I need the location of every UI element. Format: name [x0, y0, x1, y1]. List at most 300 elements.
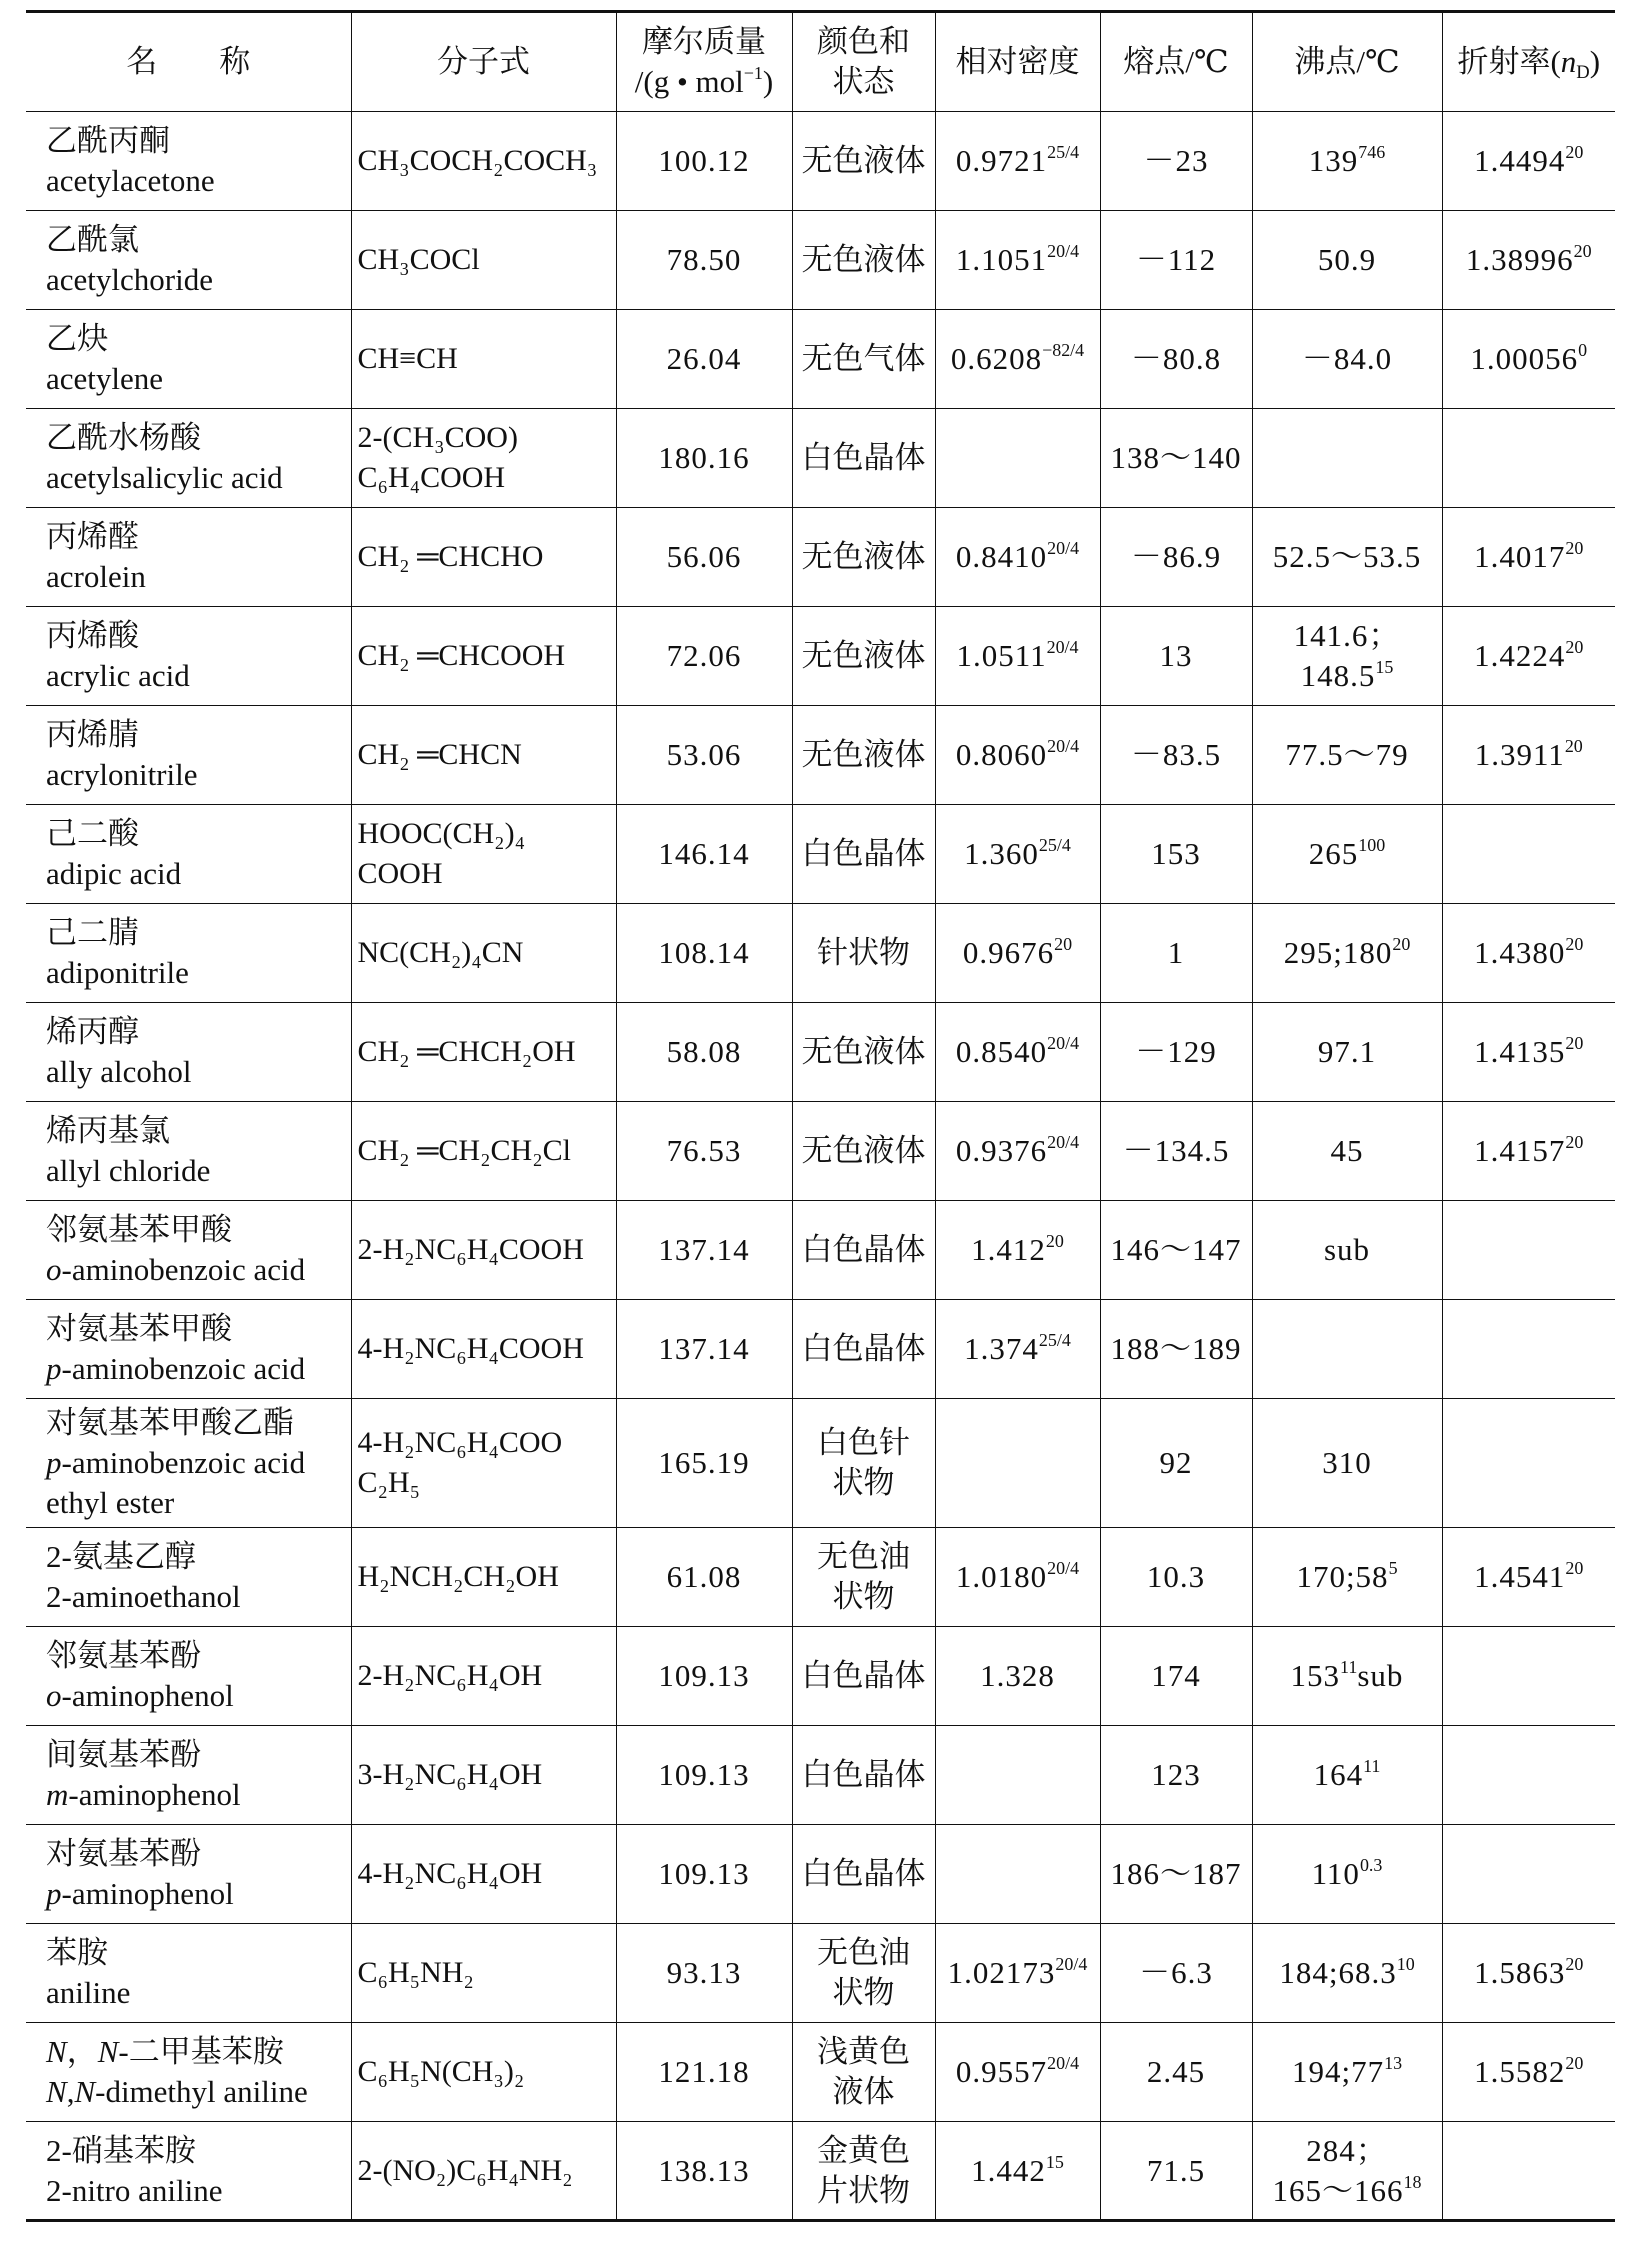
- density-line: [940, 2151, 1096, 2191]
- name-text: -aminobenzoic acid: [61, 1351, 306, 1386]
- cell-molar-mass: [616, 211, 792, 310]
- cell-formula: [351, 1528, 616, 1627]
- cell-state: [792, 2122, 935, 2221]
- cell-melting-point: [1100, 1201, 1252, 1300]
- cell-refractive-index: [1442, 607, 1615, 706]
- cell-formula: [351, 2023, 616, 2122]
- name-text: o: [46, 1252, 62, 1287]
- cell-density: [935, 1399, 1100, 1528]
- cell-boiling-point: [1252, 2122, 1442, 2221]
- name-line: acrolein: [46, 559, 146, 594]
- cell-name: [26, 1300, 351, 1399]
- cell-melting-point: [1100, 508, 1252, 607]
- cell-boiling-point: [1252, 1726, 1442, 1825]
- name-text: ,: [66, 2074, 75, 2109]
- melting-point-line: 92: [1159, 1445, 1193, 1480]
- cell-name: [26, 1924, 351, 2023]
- molar-mass-line: 100.12: [658, 143, 750, 178]
- density-text: 0.6208: [950, 341, 1043, 376]
- density-line: [940, 1032, 1096, 1072]
- cell-boiling-point: [1252, 112, 1442, 211]
- cell-density: [935, 310, 1100, 409]
- melting-point-line: 138～140: [1110, 440, 1242, 475]
- boiling-point-line: [1257, 933, 1438, 973]
- density-superscript: 15: [1045, 2151, 1064, 2172]
- formula-line: 2-H₂NC₆H₄COOH: [357, 1233, 584, 1266]
- table-row: [26, 1825, 1615, 1924]
- density-line: [940, 1953, 1096, 1993]
- cell-state: [792, 1300, 935, 1399]
- cell-melting-point: [1100, 805, 1252, 904]
- refractive-index-text: 1.4017: [1474, 539, 1566, 574]
- cell-density: [935, 1300, 1100, 1399]
- density-superscript: 20/4: [1047, 241, 1080, 262]
- cell-melting-point: [1100, 112, 1252, 211]
- cell-molar-mass: [616, 2023, 792, 2122]
- cell-boiling-point: [1252, 1627, 1442, 1726]
- cell-density: [935, 409, 1100, 508]
- state-line: 状物: [832, 1975, 895, 2010]
- boiling-point-line: sub: [1323, 1232, 1371, 1267]
- melting-point-line: －86.9: [1130, 539, 1222, 574]
- boiling-point-text: 295;180: [1283, 935, 1393, 970]
- density-text: 0.9557: [955, 2054, 1048, 2089]
- header-melting-point: [1100, 12, 1252, 112]
- name-line: acetylchoride: [46, 262, 213, 297]
- refractive-index-line: [1447, 2052, 1612, 2092]
- melting-point-line: －112: [1135, 242, 1217, 277]
- cell-density: [935, 508, 1100, 607]
- cell-state: [792, 805, 935, 904]
- cell-refractive-index: [1442, 2023, 1615, 2122]
- cell-name: [26, 2122, 351, 2221]
- cell-boiling-point: [1252, 1102, 1442, 1201]
- header-refractive-index-subscript: D: [1576, 61, 1590, 83]
- melting-point-line: 1: [1167, 935, 1185, 970]
- boiling-point-text: 164: [1313, 1757, 1364, 1792]
- name-line: 对氨基苯甲酸: [46, 1311, 232, 1346]
- cell-state: [792, 1003, 935, 1102]
- cell-molar-mass: [616, 1003, 792, 1102]
- cell-refractive-index: [1442, 508, 1615, 607]
- name-line: adipic acid: [46, 856, 182, 891]
- melting-point-line: 10.3: [1146, 1559, 1206, 1594]
- cell-boiling-point: [1252, 508, 1442, 607]
- molar-mass-line: 56.06: [666, 539, 742, 574]
- table-row: [26, 1627, 1615, 1726]
- cell-name: [26, 409, 351, 508]
- state-line: 状物: [832, 1465, 895, 1500]
- molar-mass-line: 121.18: [658, 2054, 750, 2089]
- header-density: [935, 12, 1100, 112]
- cell-refractive-index: [1442, 310, 1615, 409]
- cell-refractive-index: [1442, 409, 1615, 508]
- cell-formula: [351, 409, 616, 508]
- cell-molar-mass: [616, 1399, 792, 1528]
- boiling-point-superscript: 18: [1403, 2171, 1422, 2192]
- state-line: 无色液体: [801, 737, 926, 772]
- molar-mass-line: 93.13: [666, 1955, 742, 1990]
- state-line: 无色液体: [801, 539, 926, 574]
- cell-molar-mass: [616, 1201, 792, 1300]
- melting-point-line: －6.3: [1139, 1955, 1213, 1990]
- cell-molar-mass: [616, 1726, 792, 1825]
- name-text: p: [46, 1351, 62, 1386]
- density-text: 0.9376: [955, 1133, 1048, 1168]
- header-state-line: 颜色和: [817, 24, 910, 59]
- boiling-point-line: [1257, 656, 1438, 696]
- boiling-point-line: 284；: [1306, 2132, 1388, 2168]
- header-refractive-index: [1442, 12, 1615, 112]
- cell-formula: [351, 2122, 616, 2221]
- header-state: [792, 12, 935, 112]
- cell-density: [935, 2122, 1100, 2221]
- molar-mass-line: 146.14: [658, 836, 750, 871]
- melting-point-line: 13: [1159, 638, 1193, 673]
- melting-point-line: 2.45: [1146, 2054, 1206, 2089]
- cell-melting-point: [1100, 1924, 1252, 2023]
- density-superscript: 20: [1045, 1231, 1064, 1252]
- cell-density: [935, 1924, 1100, 2023]
- refractive-index-text: 1.5582: [1474, 2054, 1566, 2089]
- header-molar-mass-text: /(g • mol: [634, 64, 744, 99]
- density-superscript: 25/4: [1038, 835, 1071, 856]
- formula-line: NC(CH₂)₄CN: [357, 936, 524, 969]
- melting-point-line: －23: [1143, 143, 1209, 178]
- header-formula-line: 分子式: [437, 44, 530, 79]
- boiling-point-superscript: 15: [1375, 657, 1394, 678]
- boiling-point-line: 52.5～53.5: [1272, 539, 1422, 574]
- formula-line: COOH: [357, 857, 443, 890]
- state-line: 白色晶体: [801, 1856, 926, 1891]
- molar-mass-line: 78.50: [666, 242, 742, 277]
- cell-state: [792, 607, 935, 706]
- header-molar-mass-line: [621, 62, 788, 102]
- density-line: [940, 933, 1096, 973]
- molar-mass-line: 58.08: [666, 1034, 742, 1069]
- cell-refractive-index: [1442, 1300, 1615, 1399]
- name-text: -二甲基苯胺: [118, 2034, 284, 2069]
- header-boiling-point-line: 沸点/℃: [1294, 44, 1400, 79]
- refractive-index-text: 1.4135: [1474, 1034, 1566, 1069]
- density-text: 0.9721: [955, 143, 1048, 178]
- name-line: 间氨基苯酚: [46, 1737, 201, 1772]
- molar-mass-line: 109.13: [658, 1856, 750, 1891]
- boiling-point-superscript: 100: [1358, 835, 1386, 856]
- density-line: [940, 240, 1096, 280]
- density-superscript: 20/4: [1047, 1558, 1080, 1579]
- boiling-point-superscript: 13: [1384, 2053, 1403, 2074]
- cell-name: [26, 211, 351, 310]
- cell-formula: [351, 310, 616, 409]
- refractive-index-line: [1447, 636, 1612, 676]
- density-line: [940, 1557, 1096, 1597]
- name-line: 烯丙醇: [46, 1014, 139, 1049]
- melting-point-line: －80.8: [1130, 341, 1222, 376]
- cell-state: [792, 1627, 935, 1726]
- cell-melting-point: [1100, 1003, 1252, 1102]
- density-superscript: 20/4: [1047, 1132, 1080, 1153]
- cell-refractive-index: [1442, 2122, 1615, 2221]
- name-line: 2-氨基乙醇: [46, 1539, 196, 1574]
- density-line: [940, 735, 1096, 775]
- cell-formula: [351, 1300, 616, 1399]
- cell-name: [26, 508, 351, 607]
- boiling-point-line: 141.6；: [1293, 618, 1401, 653]
- cell-refractive-index: [1442, 1003, 1615, 1102]
- density-text: 1.412: [971, 1232, 1046, 1267]
- formula-line: CH₂ ═CHCOOH: [357, 639, 566, 672]
- header-row: [26, 12, 1615, 112]
- cell-state: [792, 211, 935, 310]
- cell-boiling-point: [1252, 805, 1442, 904]
- state-line: 白色晶体: [801, 1331, 926, 1366]
- boiling-point-superscript: 5: [1388, 1558, 1398, 1579]
- cell-name: [26, 805, 351, 904]
- cell-refractive-index: [1442, 211, 1615, 310]
- density-superscript: 20/4: [1047, 2053, 1080, 2074]
- cell-state: [792, 904, 935, 1003]
- refractive-index-superscript: 20: [1565, 1954, 1584, 1975]
- cell-state: [792, 1102, 935, 1201]
- state-line: 无色气体: [801, 341, 926, 376]
- refractive-index-superscript: 20: [1573, 241, 1592, 262]
- boiling-point-line: [1257, 1557, 1438, 1597]
- cell-molar-mass: [616, 904, 792, 1003]
- density-superscript: 20: [1054, 934, 1073, 955]
- formula-line: 2-(NO₂)C₆H₄NH₂: [357, 2153, 573, 2187]
- cell-name: [26, 112, 351, 211]
- molar-mass-line: 61.08: [666, 1559, 742, 1594]
- name-text: p: [46, 1445, 62, 1480]
- cell-melting-point: [1100, 1528, 1252, 1627]
- formula-line: 4-H₂NC₆H₄COO: [357, 1426, 563, 1459]
- density-text: 1.374: [964, 1331, 1039, 1366]
- table-row: [26, 1201, 1615, 1300]
- cell-molar-mass: [616, 706, 792, 805]
- density-line: [940, 636, 1096, 676]
- density-line: [940, 537, 1096, 577]
- boiling-point-line: 310: [1322, 1445, 1372, 1480]
- refractive-index-superscript: 0: [1578, 340, 1588, 361]
- boiling-point-superscript: 0.3: [1359, 1855, 1383, 1876]
- cell-density: [935, 1825, 1100, 1924]
- refractive-index-superscript: 20: [1565, 637, 1584, 658]
- molar-mass-line: 137.14: [658, 1331, 750, 1366]
- cell-boiling-point: [1252, 1201, 1442, 1300]
- density-superscript: 20/4: [1047, 1033, 1080, 1054]
- cell-density: [935, 211, 1100, 310]
- cell-refractive-index: [1442, 1924, 1615, 2023]
- cell-name: [26, 1825, 351, 1924]
- cell-name: [26, 1726, 351, 1825]
- cell-formula: [351, 805, 616, 904]
- density-text: 1.0180: [955, 1559, 1048, 1594]
- cell-refractive-index: [1442, 1201, 1615, 1300]
- state-line: 无色油: [817, 1935, 910, 1970]
- name-line: [46, 1250, 347, 1290]
- boiling-point-text: 153: [1290, 1658, 1341, 1693]
- cell-state: [792, 1924, 935, 2023]
- density-text: 0.8540: [955, 1034, 1048, 1069]
- density-superscript: 20/4: [1055, 1954, 1088, 1975]
- molar-mass-line: 76.53: [666, 1133, 742, 1168]
- cell-name: [26, 1102, 351, 1201]
- cell-boiling-point: [1252, 706, 1442, 805]
- refractive-index-line: [1447, 537, 1612, 577]
- formula-line: H₂NCH₂CH₂OH: [357, 1560, 559, 1593]
- cell-formula: [351, 1102, 616, 1201]
- cell-melting-point: [1100, 706, 1252, 805]
- cell-state: [792, 2023, 935, 2122]
- cell-melting-point: [1100, 2023, 1252, 2122]
- boiling-point-text: 170;58: [1296, 1559, 1389, 1594]
- cell-name: [26, 607, 351, 706]
- cell-refractive-index: [1442, 1825, 1615, 1924]
- boiling-point-line: 50.9: [1317, 242, 1377, 277]
- cell-name: [26, 1528, 351, 1627]
- cell-refractive-index: [1442, 1528, 1615, 1627]
- refractive-index-superscript: 20: [1565, 1132, 1584, 1153]
- refractive-index-superscript: 20: [1565, 934, 1584, 955]
- state-line: 金黄色: [817, 2132, 910, 2168]
- cell-formula: [351, 1825, 616, 1924]
- molar-mass-line: 109.13: [658, 1658, 750, 1693]
- cell-boiling-point: [1252, 1003, 1442, 1102]
- table-row: [26, 310, 1615, 409]
- header-boiling-point: [1252, 12, 1442, 112]
- table-row: [26, 1300, 1615, 1399]
- name-line: [46, 1775, 347, 1815]
- table-row: [26, 112, 1615, 211]
- cell-molar-mass: [616, 1102, 792, 1201]
- state-line: 无色液体: [801, 143, 926, 178]
- cell-density: [935, 1201, 1100, 1300]
- state-line: 液体: [832, 2074, 895, 2109]
- formula-line: CH₃COCH₂COCH₃: [357, 144, 598, 177]
- cell-density: [935, 2023, 1100, 2122]
- cell-formula: [351, 1627, 616, 1726]
- table-row: [26, 805, 1615, 904]
- density-line: [940, 339, 1096, 379]
- header-state-line: 状态: [832, 64, 895, 99]
- name-text: -aminophenol: [68, 1777, 241, 1812]
- density-text: 1.442: [971, 2152, 1046, 2188]
- melting-point-line: 188～189: [1110, 1331, 1242, 1366]
- cell-boiling-point: [1252, 409, 1442, 508]
- table-row: [26, 508, 1615, 607]
- refractive-index-line: [1447, 735, 1612, 775]
- boiling-point-text: 184;68.3: [1279, 1955, 1397, 1990]
- cell-state: [792, 706, 935, 805]
- density-superscript: 20/4: [1047, 736, 1080, 757]
- header-refractive-index-text: ): [1589, 44, 1601, 79]
- cell-formula: [351, 607, 616, 706]
- name-line: 己二腈: [46, 915, 139, 950]
- table-row: [26, 211, 1615, 310]
- refractive-index-text: 1.00056: [1470, 341, 1579, 376]
- cell-molar-mass: [616, 1528, 792, 1627]
- header-name-line: 名 称: [126, 44, 251, 79]
- table-body: [26, 112, 1615, 2221]
- cell-molar-mass: [616, 607, 792, 706]
- cell-melting-point: [1100, 1627, 1252, 1726]
- refractive-index-superscript: 20: [1565, 1558, 1584, 1579]
- state-line: 无色液体: [801, 638, 926, 673]
- formula-line: CH≡CH: [357, 342, 458, 375]
- refractive-index-line: [1447, 1032, 1612, 1072]
- boiling-point-line: [1257, 1656, 1438, 1696]
- boiling-point-text: 165～166: [1272, 2172, 1404, 2208]
- refractive-index-line: [1447, 1131, 1612, 1171]
- refractive-index-text: 1.4157: [1474, 1133, 1566, 1168]
- name-text: ，: [66, 2034, 98, 2069]
- cell-melting-point: [1100, 1102, 1252, 1201]
- name-line: 丙烯酸: [46, 618, 139, 653]
- name-text: -aminophenol: [61, 1678, 234, 1713]
- boiling-point-superscript: 20: [1392, 934, 1411, 955]
- cell-boiling-point: [1252, 211, 1442, 310]
- cell-melting-point: [1100, 1300, 1252, 1399]
- name-text: p: [46, 1876, 62, 1911]
- cell-density: [935, 1528, 1100, 1627]
- table-row: [26, 607, 1615, 706]
- header-molar-mass-text: ): [762, 64, 774, 99]
- refractive-index-superscript: 20: [1565, 2053, 1584, 2074]
- cell-density: [935, 706, 1100, 805]
- header-refractive-index-line: [1447, 42, 1612, 82]
- cell-density: [935, 1726, 1100, 1825]
- name-line: acrylic acid: [46, 658, 190, 693]
- cell-name: [26, 1201, 351, 1300]
- property-table: [26, 10, 1615, 2222]
- name-line: 邻氨基苯酚: [46, 1638, 201, 1673]
- cell-refractive-index: [1442, 1627, 1615, 1726]
- formula-line: C₂H₅: [357, 1466, 421, 1499]
- cell-refractive-index: [1442, 904, 1615, 1003]
- table-row: [26, 2122, 1615, 2221]
- state-line: 白色晶体: [801, 1658, 926, 1693]
- header-density-line: 相对密度: [955, 44, 1080, 79]
- density-text: 0.8060: [955, 737, 1048, 772]
- cell-melting-point: [1100, 1399, 1252, 1528]
- state-line: 无色液体: [801, 242, 926, 277]
- melting-point-line: 123: [1151, 1757, 1201, 1792]
- name-line: acrylonitrile: [46, 757, 198, 792]
- state-line: 白色晶体: [801, 1232, 926, 1267]
- cell-refractive-index: [1442, 1726, 1615, 1825]
- cell-molar-mass: [616, 409, 792, 508]
- state-line: 无色液体: [801, 1034, 926, 1069]
- cell-refractive-index: [1442, 1102, 1615, 1201]
- name-line: aniline: [46, 1975, 131, 2010]
- formula-line: CH₂ ═CH₂CH₂Cl: [357, 1134, 572, 1167]
- density-superscript: 20/4: [1046, 637, 1079, 658]
- table-row: [26, 2023, 1615, 2122]
- name-line: allyl chloride: [46, 1153, 211, 1188]
- table-row: [26, 1399, 1615, 1528]
- melting-point-line: 174: [1151, 1658, 1201, 1693]
- cell-density: [935, 1627, 1100, 1726]
- melting-point-line: 153: [1151, 836, 1201, 871]
- state-line: 浅黄色: [817, 2034, 910, 2069]
- refractive-index-line: [1447, 240, 1612, 280]
- density-text: 0.9676: [962, 935, 1055, 970]
- cell-state: [792, 1528, 935, 1627]
- refractive-index-line: [1447, 933, 1612, 973]
- name-line: 2-aminoethanol: [46, 1579, 241, 1614]
- density-line: [940, 2052, 1096, 2092]
